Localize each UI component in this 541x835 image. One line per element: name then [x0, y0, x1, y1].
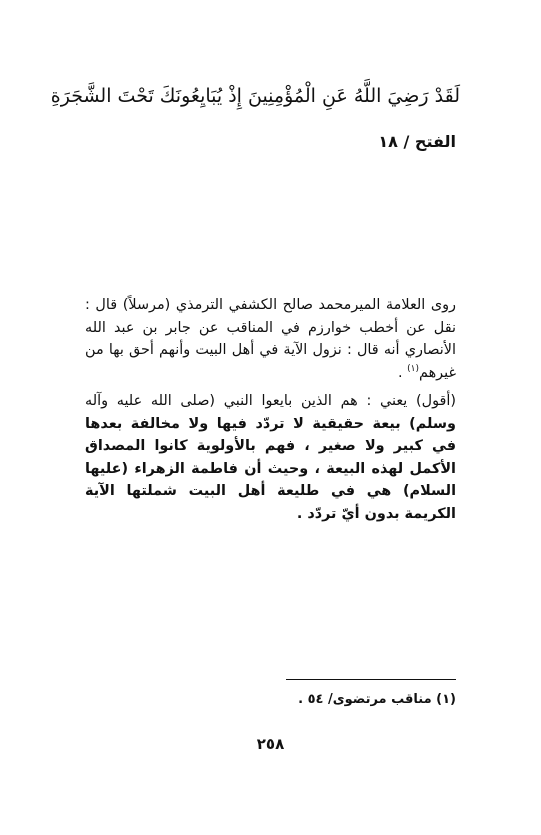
narration-line-4: غيرهم: [419, 364, 456, 381]
footnote-marker: (١): [407, 363, 420, 374]
paragraph-commentary: [85, 390, 456, 525]
narration-line-1: روى العلامة الميرمحمد صالح الكشفي الترمذي (مرسلاً): [122, 297, 457, 313]
paragraph-narration: [85, 294, 456, 384]
footnote-separator: [286, 679, 456, 680]
quran-verse: لَقَدْ رَضِيَ اللَّهُ عَنِ الْمُؤْمِنِينَ إِذْ يُبَايِعُونَكَ تَحْتَ الشَّجَرَةِ: [50, 85, 460, 107]
commentary-lead: (أقول) يعني : هم الذين بايعوا النبي (صلى الله عليه وآله: [85, 393, 456, 409]
page-number: ٢٥٨: [256, 735, 285, 753]
commentary-text: وسلم) بيعة حقيقية لا تردّد فيها ولا مخالفة بعدها في كبير ولا صغير ، فهم بالأولوية كانوا المصداق الأكمل لهذه البيعة ، وحيث أن فاطمة الزهراء (عليها السلام) هي في طليعة أهل البيت شملتها الآية الكريمة بدون أيّ تردّد .: [85, 415, 456, 522]
verse-reference: الفتح / ١٨: [378, 132, 456, 151]
narration-line-3: الأنصاري أنه قال : نزول الآية في أهل البيت وأنهم أحق بها من: [85, 342, 456, 358]
narration-line-2: قال : نقل عن أخطب خوارزم في المناقب عن جابر بن عبد الله: [85, 297, 456, 336]
footnote: (١) مناقب مرتضوى/ ٥٤ .: [298, 692, 456, 707]
narration-end: .: [397, 364, 408, 381]
main-text: [85, 294, 456, 525]
